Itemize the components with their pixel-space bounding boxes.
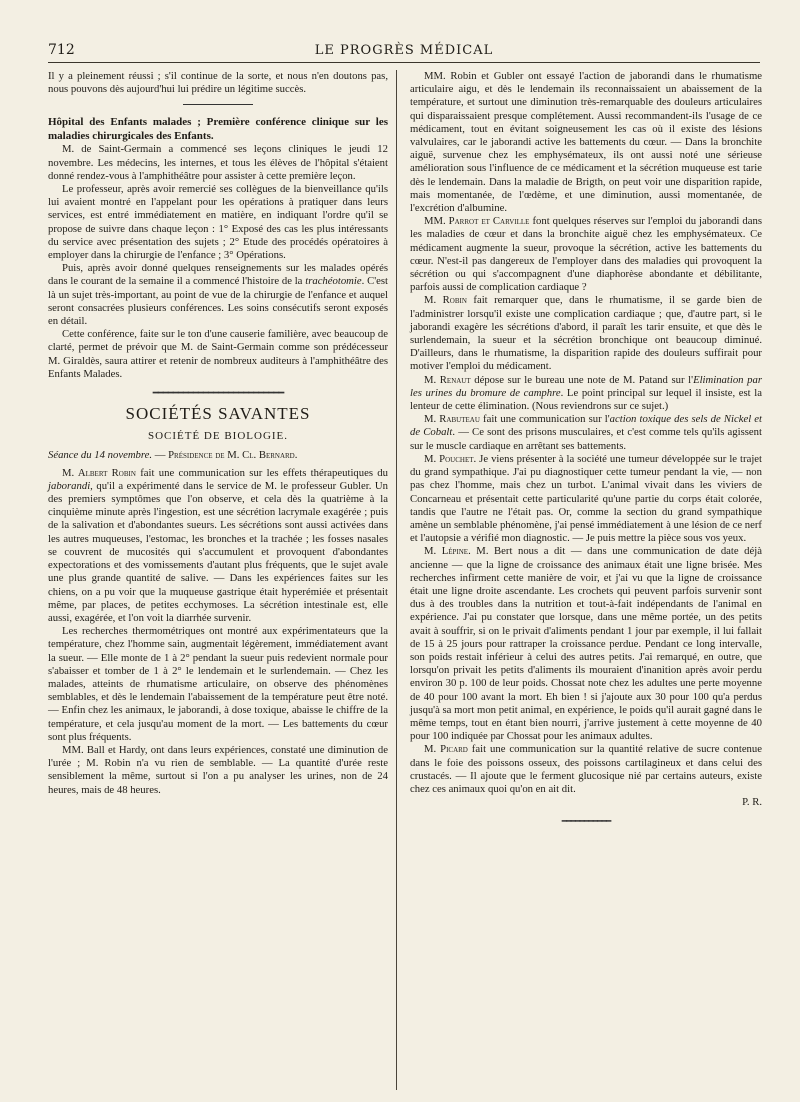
page-header	[48, 40, 760, 63]
speaker-name: MM. Parrot et Carville	[424, 215, 530, 228]
speaker-name: M. Rabuteau	[424, 413, 480, 426]
italic-term: trachéotomie	[305, 275, 362, 288]
left-column	[48, 70, 388, 797]
paragraph: M. Rabuteau fait une communication sur l'action toxique des sels de Nickel et de Cobalt. — Ce sont des prisons musculaires, et c'est comme tels qu'ils agissent sur le muscle cardiaque en arrêtant ses battements.	[410, 413, 763, 452]
intro-paragraph: Il y a pleinement réussi ; s'il continue de la sorte, et nous n'en doutons pas, nous pouvons dès aujourd'hui lui prédire un légitime succès.	[48, 70, 388, 96]
paragraph: MM. Ball et Hardy, ont dans leurs expériences, constaté une diminution de l'urée ; M. Robin n'a vu rien de semblable. — La quantité d'urée reste sensiblement la même, surtout si l'on a pu analyser les urines, non de 24 heures, mais de 48 heures.	[48, 743, 388, 796]
paragraph: MM. Robin et Gubler ont essayé l'action de jaborandi dans le rhumatisme articulaire aigu, et dès le lendemain ils reconnaissaient un abaissement de la température, et surtout une diminution très-remarquable des douleurs articulaires qui disparaissaient presque complétement. Aussi recommandent-ils l'usage de ce médicament, tout en évitant soigneusement les cas où il existe des lésions valvulaires, car le jaborandi active les battements du cœur. — Dans la bronchite aiguë, survenue chez les emphysémateux, ils ont aussi noté une sérieuse amélioration sous l'influence de ce médicament et la sécrétion muqueuse est tarie dès le lendemain. Dans la maladie de Brigth, on peut voir une disparition rapide, mais momentanée, de l'œdème, et une diminution, aussi momentanée, de l'excrétion d'albumine.	[410, 70, 762, 215]
society-title: SOCIÉTÉ DE BIOLOGIE.	[147, 430, 289, 443]
journal-title: LE PROGRÈS MÉDICAL	[314, 43, 494, 58]
speaker-name: M. Picard	[424, 743, 468, 756]
speaker-name: M. Pouchet	[424, 452, 474, 465]
speaker-name: M. Albert Robin	[62, 466, 136, 479]
hospital-heading: Hôpital des Enfants malades ; Première conférence clinique sur les maladies chirurgicales des Enfants.	[48, 116, 388, 143]
paragraph: MM. Parrot et Carville font quelques réserves sur l'emploi du jaborandi dans les maladies de cœur et dans la bronchite aiguë chez les emphysémateux. Ce médicament augmente la sueur, provoque la sécrétion, active les battements du cœur. N'est-il pas dangereux de l'employer dans des maladies qui provoquent la sécrétion ou qui s'accompagnent d'une diaphorèse abondante et débilitante, parfois aussi de complication cardiaque ?	[410, 215, 763, 294]
seance-line: Séance du 14 novembre. — Présidence de M. Cl. Bernard.	[48, 449, 298, 462]
paragraph: Cette conférence, faite sur le ton d'une causerie familière, avec beaucoup de clarté, permet de prévoir que M. de Saint-Germain comme son prédécesseur M. Giraldès, saura attirer et retenir de nombreux auditeurs à l'amphithéâtre des Enfants Malades.	[48, 328, 388, 380]
column-divider	[396, 70, 397, 1090]
speaker-name: M. Renaut	[424, 373, 471, 386]
page-number: 712	[48, 42, 75, 58]
speaker-name: M. Robin	[424, 294, 467, 307]
paragraph: M. Albert Robin fait une communication sur les effets thérapeutiques du jaborandi, qu'il a expérimenté dans le service de M. le professeur Gubler. Un des premiers symptômes que l'on observe, et cela dès la quatrième à la cinquième minute après l'ingestion, est une sécrétion lacrymale exagérée ; puis de la salivation et d'abondantes sueurs. Les sécrétions sont aussi activées dans les autres muqueuses, l'estomac, les bronches et la trachée ; les fosses nasales se couvrent de mucosités qui s'accumulent et provoquent d'abondantes expectorations et des vomissements d'autant plus fréquents, que le sujet avale une plus grande quantité de salive. — Dans les expériences faites sur les chiens, on a pu voir que la muqueuse gastrique était hyperémiée et présentait même, par places, de petites ecchymoses. La sécrétion intestinale est, elle aussi, exagérée, et l'on voit la diarrhée survenir.	[48, 466, 388, 624]
end-ornament: ━━━━━━━━━━━	[561, 816, 611, 827]
paragraph: M. Robin fait remarquer que, dans le rhumatisme, il se garde bien de l'administrer lorsqu'il existe une complication cardiaque ; que, d'autre part, si le jaborandi exagère les sécrétions d'abord, il paraît les tarir ensuite, et que dès le surlendemain, la sueur et la sécrétion bronchique ont beaucoup diminué. D'ailleurs, dans le rhumatisme, la disparition rapide des douleurs suffirait pour motiver l'emploi du médicament.	[410, 294, 762, 373]
paragraph: M. Renaut dépose sur le bureau une note de M. Patand sur l'Elimination par les urines du bromure de camphre. Le point principal sur lequel il insiste, est la lenteur de cette élimination. (Nous reviendrons sur ce sujet.)	[410, 373, 762, 413]
paragraph: Le professeur, après avoir remercié ses collègues de la bienveillance qu'ils lui avaient montré en l'appelant pour les opérations à pratiquer dans leurs services, est entré immédiatement en matière, en indiquant l'ordre qu'il se propose de suivre dans chaque leçon : 1° Exposé des cas les plus intéressants du service avec présentation des sujets ; 2° Etude des procédés opératoires à employer dans la chirurgie de l'enfance ; 3° Opérations.	[48, 183, 388, 262]
paragraph: M. de Saint-Germain a commencé ses leçons cliniques le jeudi 12 novembre. Les médecins, les internes, et tous les élèves de l'hôpital s'étaient donné rendez-vous à l'amphithéâtre pour assister à cette première leçon.	[48, 143, 388, 182]
ornamental-rule: ━━━━━━━━━━━━━━━━━━━━━━━━━━	[152, 388, 284, 400]
paragraph: Les recherches thermométriques ont montré aux expérimentateurs que la température, chez l'homme sain, augmentait légèrement, immédiatement avant la sueur. — Elle monte de 1 à 2° pendant la sueur puis redevient normale pour s'abaisser et tomber de 1 à 2° le lendemain et le surlendemain. — Chez les malades, atteints de rhumatisme articulaire, on observe des phénomènes semblables, et dès le lendemain l'abaissement de la température peut être noté. — Enfin chez les animaux, le jaborandi, à dose toxique, abaisse le chiffre de la température, et cela jusqu'au moment de la mort. — Les battements du cœur sont plus fréquents.	[48, 625, 388, 743]
paragraph: Puis, après avoir donné quelques renseignements sur les malades opérés dans le courant de la semaine il a commencé l'histoire de la trachéotomie. C'est là un sujet très-important, au point de vue de la chirurgie de l'enfance et auquel seront consacrées plusieurs conférences. Les soins consécutifs seront exposés en détail.	[48, 262, 388, 328]
section-title: SOCIÉTÉS SAVANTES	[125, 404, 311, 424]
signature: P. R.	[742, 796, 762, 809]
speaker-name: M. Lépine	[424, 545, 469, 558]
paragraph: M. Lépine. M. Bert nous a dit — dans une communication de date déjà ancienne — que la ligne de croissance des animaux était une ligne brisée. Mes recherches infirment cette manière de voir, et j'ai vu que la ligne de croissance était une ligne droite ascendante. Les crochets qui peuvent parfois survenir sont dus à des troubles dans la nutrition et tout-à-fait indépendants de l'animal en expérience. J'ai pu constater que lorsque, dans une même portée, un des petits avait à souffrir, si on le privait d'aliments pendant 1 jour par exemple, il lui fallait de 15 à 25 jours pour rattraper la croissance perdue. Pendant ce long intervalle, son poids restait inférieur à celui des autres petits. J'ai remarqué, en outre, que lorsqu'on privait les petits d'aliments ils mouraient d'inanition après avoir perdu environ 30 p. 100 de leur poids. Chossat note chez les adultes une perte moyenne de 40 pour 100 avant la mort. Eh bien ! si j'ajoute aux 30 pour 100 qu'a perdus jusqu'à sa mort mon petit animal, en expérience, le poids qu'il aurait gagné dans le même temps, tout en étant bien nourri, j'arrive justement à cette moyenne de 40 pour 100 indiquée par Chossat pour les animaux adultes.	[410, 545, 762, 743]
section-rule	[183, 104, 253, 105]
paragraph: M. Pouchet. Je viens présenter à la société une tumeur développée sur le trajet du grand sympathique. J'ai pu diagnostiquer cette tumeur pendant la vie, — non pas chez l'homme, mais chez un turbot. L'animal vivait dans les viviers de Concarneau et présentait cette particularité qu'une partie du corps était colorée, tandis que l'autre ne l'était pas. Or, comme la section du grand sympathique amène un semblable phénomène, j'ai pensé immédiatement à une lésion de ce nerf et l'autopsie a vérifié mon diagnostic. — Je puis mettre la pièce sous vos yeux.	[410, 452, 762, 545]
paragraph: M. Picard fait une communication sur la quantité relative de sucre contenue dans le foie des poissons osseux, des poissons cartilagineux et dans celui des crustacés. — Il ajoute que le ferment glucosique nié par certains auteurs, existe chez ces animaux quoi qu'on en ait dit.	[410, 743, 762, 795]
right-column	[410, 70, 762, 829]
